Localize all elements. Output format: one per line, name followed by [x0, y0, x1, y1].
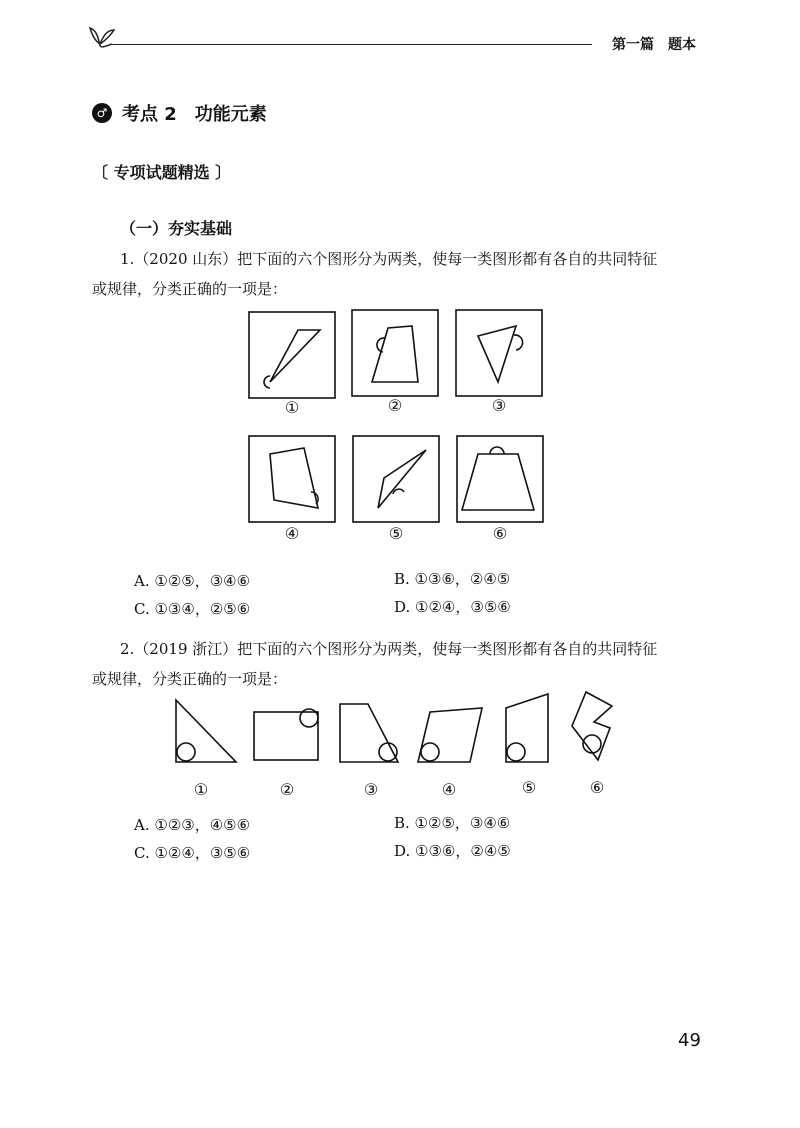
q1-option-b[interactable]: B. ①③⑥，②④⑤ [394, 570, 511, 588]
q2-stem-line1: 2.（2019 浙江）把下面的六个图形分为两类，使每一类图形都有各自的共同特征 [120, 640, 658, 658]
q2-option-c[interactable]: C. ①②④，③⑤⑥ [134, 844, 251, 862]
header-rule [112, 44, 592, 45]
q2-option-a[interactable]: A. ①②③，④⑤⑥ [134, 816, 251, 834]
q1-label-3: ③ [491, 396, 507, 415]
q2-figure-6 [572, 692, 612, 760]
section-heading [92, 100, 267, 126]
q1-figure-2 [352, 310, 438, 396]
q1-label-4: ④ [284, 524, 300, 543]
q2-figure-4 [418, 708, 482, 762]
q2-label-3: ③ [363, 780, 379, 799]
q1-label-2: ② [387, 396, 403, 415]
q2-figure-3 [340, 704, 398, 762]
q1-option-c[interactable]: C. ①③④，②⑤⑥ [134, 600, 251, 618]
q1-figure-5 [353, 436, 439, 522]
q2-label-1: ① [193, 780, 209, 799]
q1-label-6: ⑥ [492, 524, 508, 543]
q1-figure-6 [457, 436, 543, 522]
q1-figure-1 [249, 312, 335, 398]
q2-option-b[interactable]: B. ①②⑤，③④⑥ [394, 814, 511, 832]
q2-label-6: ⑥ [589, 778, 605, 797]
q1-figure-3 [456, 310, 542, 396]
q2-label-4: ④ [441, 780, 457, 799]
q1-option-d[interactable]: D. ①②④，③⑤⑥ [394, 598, 511, 616]
header-title: 第一篇 题本 [612, 37, 696, 53]
q2-label-5: ⑤ [521, 778, 537, 797]
q2-figure-5 [506, 694, 548, 762]
q2-figure-2 [254, 709, 318, 760]
q2-figure-1 [176, 700, 236, 762]
q2-label-2: ② [279, 780, 295, 799]
q1-figure-4 [249, 436, 335, 522]
q1-label-5: ⑤ [388, 524, 404, 543]
q2-stem-line2: 或规律，分类正确的一项是： [92, 670, 288, 688]
q1-stem-line2: 或规律，分类正确的一项是： [92, 280, 288, 298]
part-title: （一）夯实基础 [120, 219, 233, 238]
sprout-icon [90, 28, 114, 47]
q1-stem-line1: 1.（2020 山东）把下面的六个图形分为两类，使每一类图形都有各自的共同特征 [120, 250, 658, 268]
q1-label-1: ① [284, 398, 300, 417]
subsection-title: 〔 专项试题精选 〕 [92, 163, 232, 182]
q2-option-d[interactable]: D. ①③⑥，②④⑤ [394, 842, 511, 860]
page-number: 49 [678, 1030, 701, 1051]
section-title: 考点 2 功能元素 [122, 104, 267, 125]
q1-option-a[interactable]: A. ①②⑤，③④⑥ [134, 572, 251, 590]
section-badge-icon: ♂ [92, 103, 112, 123]
